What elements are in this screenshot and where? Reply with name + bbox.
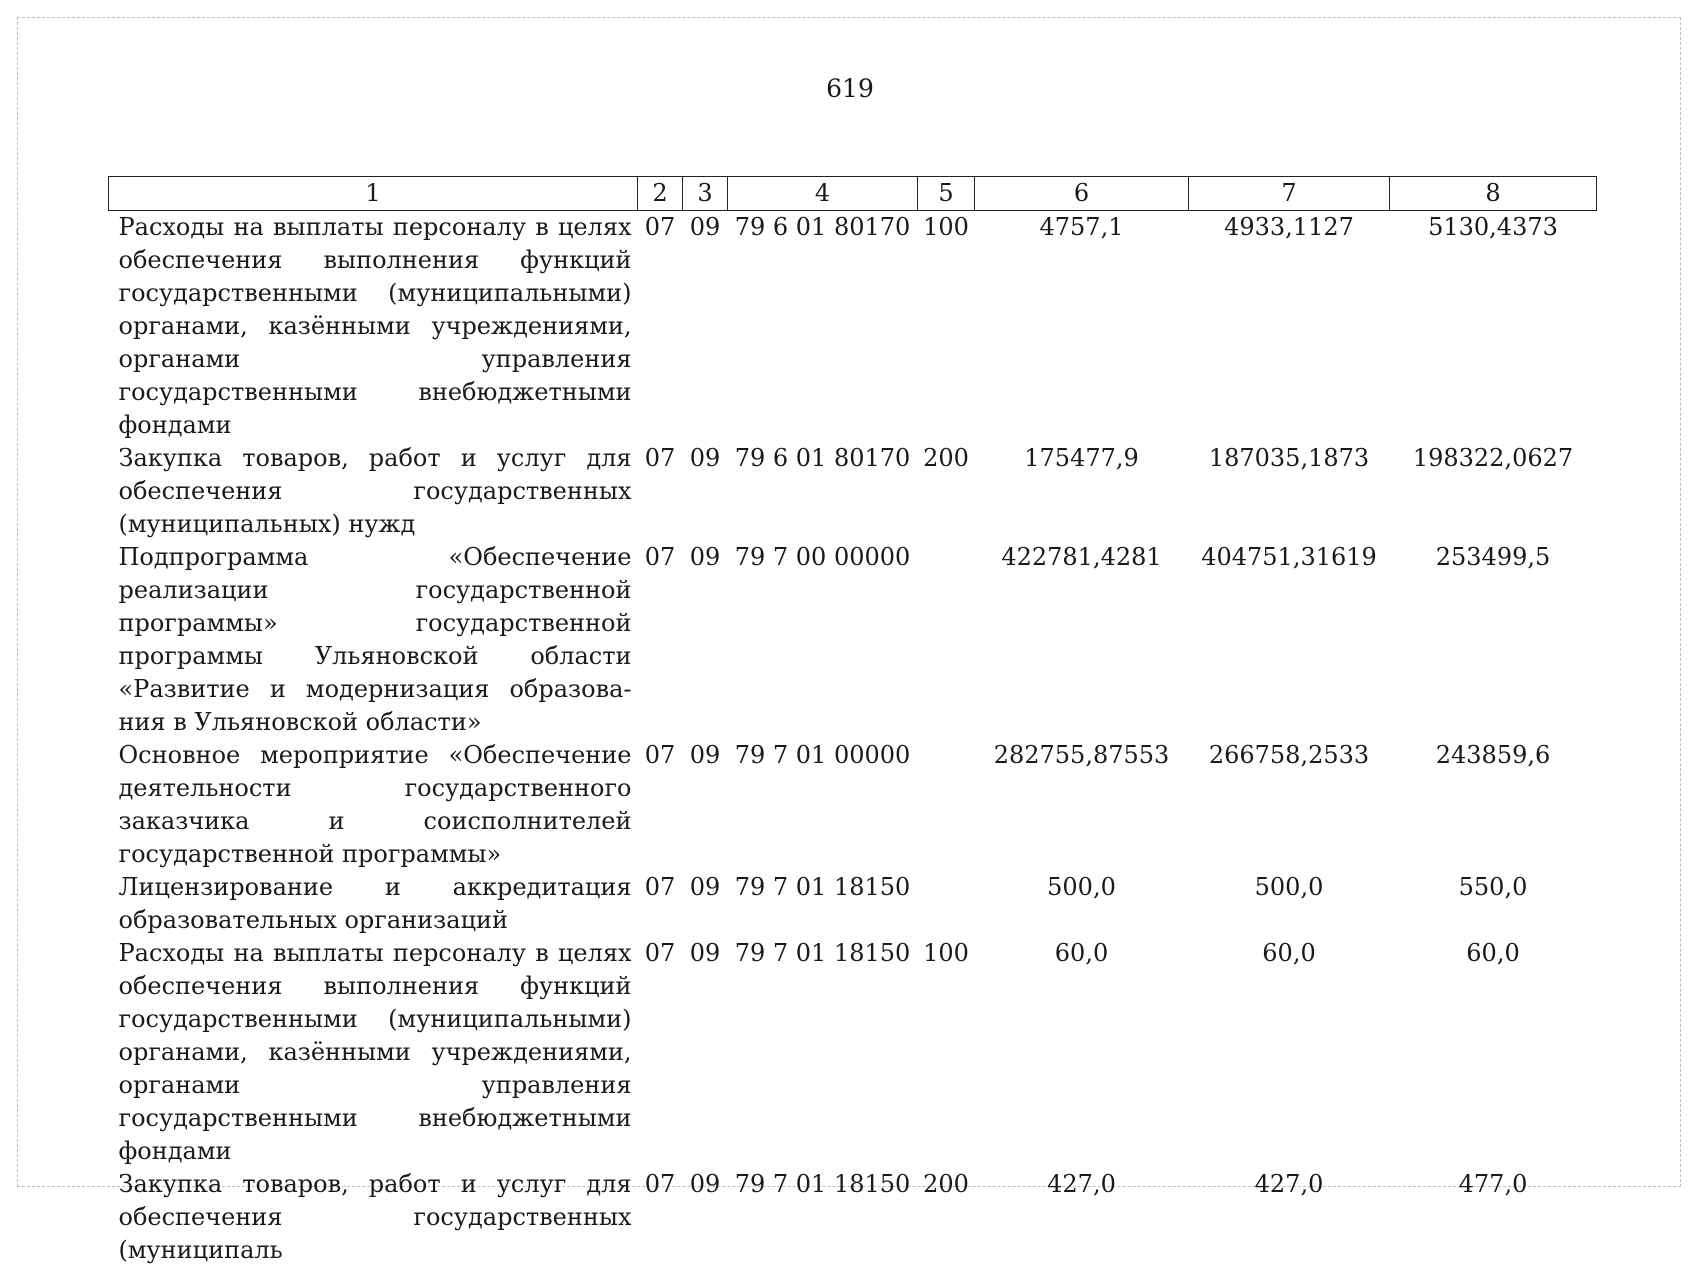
row-value-8: 550,0: [1390, 871, 1597, 937]
row-subsection: 09: [683, 1168, 728, 1267]
row-value-8: 5130,4373: [1390, 211, 1597, 443]
row-subsection: 09: [683, 871, 728, 937]
row-target-code: 79 6 01 80170: [728, 442, 918, 541]
table-row: [109, 442, 1597, 541]
row-target-code: 79 7 00 00000: [728, 541, 918, 739]
table-row: [109, 739, 1597, 871]
row-description: Основное мероприятие «Обеспечение деятельности государственного заказчика и соисполнителей государственной программы»: [109, 739, 638, 871]
row-expense-type: [918, 871, 975, 937]
row-value-8: 477,0: [1390, 1168, 1597, 1267]
header-col-1: 1: [109, 177, 638, 211]
row-section: 07: [638, 541, 683, 739]
table-header: [109, 177, 1597, 211]
row-value-6: 282755,87553: [975, 739, 1189, 871]
row-value-8: 60,0: [1390, 937, 1597, 1168]
row-value-6: 175477,9: [975, 442, 1189, 541]
row-section: 07: [638, 871, 683, 937]
row-target-code: 79 7 01 18150: [728, 871, 918, 937]
row-subsection: 09: [683, 739, 728, 871]
row-subsection: 09: [683, 937, 728, 1168]
table-row: [109, 1168, 1597, 1267]
row-value-7: 266758,2533: [1189, 739, 1390, 871]
header-col-5: 5: [918, 177, 975, 211]
row-expense-type: [918, 739, 975, 871]
row-description: Закупка товаров, работ и услуг для обеспечения государственных (муниципаль: [109, 1168, 638, 1267]
row-value-7: 404751,31619: [1189, 541, 1390, 739]
row-section: 07: [638, 442, 683, 541]
row-description: Закупка товаров, работ и услуг для обеспечения государственных (муниципальных) нужд: [109, 442, 638, 541]
row-description: Расходы на выплаты персоналу в целях обеспечения выполнения функций государственными (муниципальными) органами, казёнными учреждениями, органами управления государственными внебюджетными фондами: [109, 937, 638, 1168]
row-section: 07: [638, 937, 683, 1168]
row-description: Лицензирование и аккредитация образовательных организаций: [109, 871, 638, 937]
header-row: [109, 177, 1597, 211]
budget-table: [108, 176, 1597, 1267]
table-row: [109, 871, 1597, 937]
budget-table-container: [108, 176, 1596, 1267]
row-subsection: 09: [683, 211, 728, 443]
row-description: Расходы на выплаты персоналу в целях обеспечения выполнения функций государственными (муниципальными) органами, казёнными учреждениями, органами управления государственными внебюджетными фондами: [109, 211, 638, 443]
row-value-7: 427,0: [1189, 1168, 1390, 1267]
row-subsection: 09: [683, 541, 728, 739]
row-expense-type: 100: [918, 937, 975, 1168]
row-section: 07: [638, 1168, 683, 1267]
header-col-6: 6: [975, 177, 1189, 211]
header-col-2: 2: [638, 177, 683, 211]
row-target-code: 79 6 01 80170: [728, 211, 918, 443]
row-description: Подпрограмма «Обеспечение реализации государственной программы» государственной программы Ульяновской области «Развитие и модернизация образования в Ульяновской области»: [109, 541, 638, 739]
row-value-6: 4757,1: [975, 211, 1189, 443]
row-value-6: 60,0: [975, 937, 1189, 1168]
row-expense-type: 200: [918, 442, 975, 541]
row-value-7: 60,0: [1189, 937, 1390, 1168]
header-col-8: 8: [1390, 177, 1597, 211]
row-value-8: 253499,5: [1390, 541, 1597, 739]
row-value-8: 198322,0627: [1390, 442, 1597, 541]
header-col-7: 7: [1189, 177, 1390, 211]
page-number: 619: [800, 74, 900, 104]
row-expense-type: [918, 541, 975, 739]
row-subsection: 09: [683, 442, 728, 541]
row-target-code: 79 7 01 18150: [728, 1168, 918, 1267]
row-section: 07: [638, 739, 683, 871]
row-expense-type: 200: [918, 1168, 975, 1267]
row-value-7: 4933,1127: [1189, 211, 1390, 443]
row-value-6: 427,0: [975, 1168, 1189, 1267]
row-value-8: 243859,6: [1390, 739, 1597, 871]
header-col-3: 3: [683, 177, 728, 211]
table-body: [109, 211, 1597, 1267]
row-section: 07: [638, 211, 683, 443]
row-target-code: 79 7 01 18150: [728, 937, 918, 1168]
header-col-4: 4: [728, 177, 918, 211]
table-row: [109, 937, 1597, 1168]
row-value-7: 500,0: [1189, 871, 1390, 937]
table-row: [109, 211, 1597, 443]
row-value-6: 500,0: [975, 871, 1189, 937]
row-value-7: 187035,1873: [1189, 442, 1390, 541]
row-expense-type: 100: [918, 211, 975, 443]
row-value-6: 422781,4281: [975, 541, 1189, 739]
table-row: [109, 541, 1597, 739]
row-target-code: 79 7 01 00000: [728, 739, 918, 871]
